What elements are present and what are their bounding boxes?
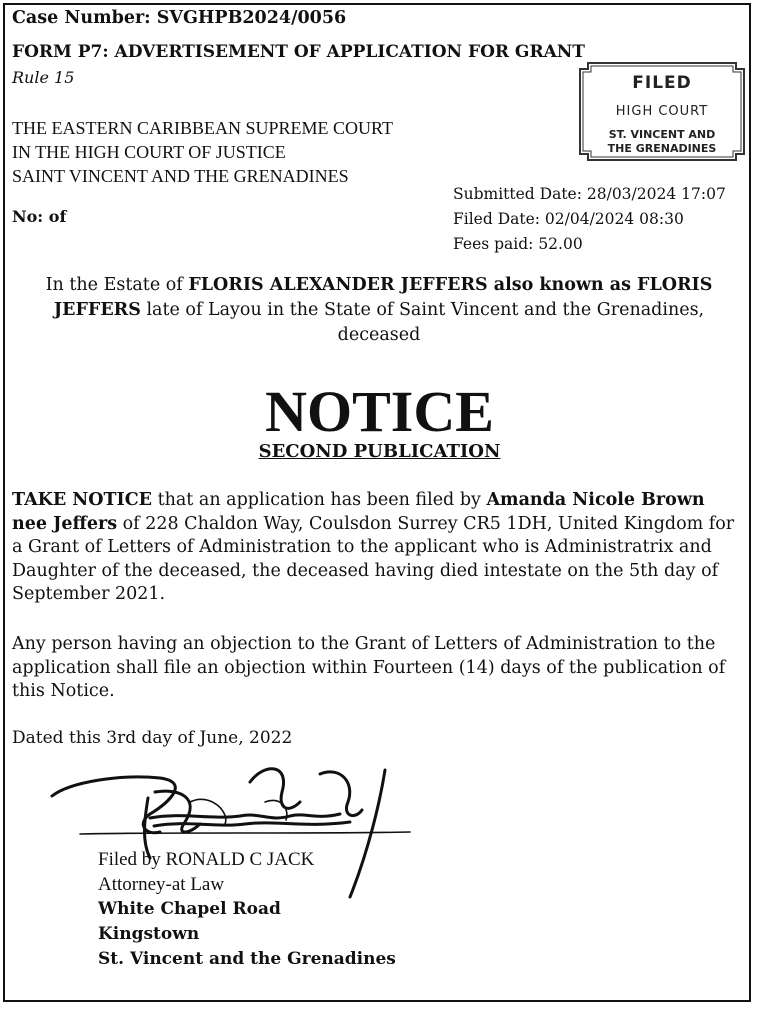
- form-title: FORM P7: ADVERTISEMENT OF APPLICATION FOR GRANT: [12, 42, 585, 62]
- estate-suffix: late of Layou in the State of Saint Vincent and the Grenadines, deceased: [140, 300, 705, 345]
- stamp-location-1: ST. VINCENT AND: [608, 128, 716, 141]
- p1-mid: that an application has been filed by: [152, 490, 487, 510]
- submitted-date: Submitted Date: 28/03/2024 17:07: [453, 185, 726, 203]
- court-line-2: IN THE HIGH COURT OF JUSTICE: [12, 142, 286, 162]
- address-line-2: Kingstown: [98, 924, 200, 944]
- notice-paragraph-1: [12, 489, 742, 607]
- address-line-3: St. Vincent and the Grenadines: [98, 949, 396, 969]
- notice-title: NOTICE: [265, 379, 494, 444]
- stamp-location-2: THE GRENADINES: [607, 142, 717, 155]
- fees-paid: Fees paid: 52.00: [453, 235, 583, 253]
- estate-statement: [12, 273, 746, 348]
- attorney-block: [98, 847, 396, 972]
- filed-stamp: [578, 61, 746, 162]
- applicant-name: Amanda Nicole Brown nee Jeffers: [12, 490, 705, 534]
- court-line-3: SAINT VINCENT AND THE GRENADINES: [12, 166, 349, 186]
- dated-line: Dated this 3rd day of June, 2022: [12, 728, 293, 748]
- deceased-name: FLORIS ALEXANDER JEFFERS also known as FLORIS JEFFERS: [53, 275, 713, 320]
- estate-prefix: In the Estate of: [45, 275, 189, 295]
- address-line-1: White Chapel Road: [98, 899, 281, 919]
- case-no-line: No: of: [12, 207, 67, 226]
- stamp-filed: FILED: [632, 73, 692, 93]
- filing-info: [453, 182, 726, 257]
- court-heading: [12, 116, 393, 188]
- rule-reference: Rule 15: [12, 68, 75, 87]
- filed-by: Filed by RONALD C JACK: [98, 849, 315, 870]
- notice-subtitle: SECOND PUBLICATION: [258, 441, 501, 462]
- notice-paragraph-2: Any person having an objection to the Grant of Letters of Administration to the application shall file an objection within Fourteen (14) days of the publication of this Notice.: [12, 634, 726, 701]
- take-notice-lead: TAKE NOTICE: [12, 490, 152, 510]
- case-number: Case Number: SVGHPB2024/0056: [12, 8, 347, 28]
- court-line-1: THE EASTERN CARIBBEAN SUPREME COURT: [12, 118, 393, 138]
- attorney-title: Attorney-at Law: [98, 874, 225, 895]
- p1-rest: of 228 Chaldon Way, Coulsdon Surrey CR5 1DH, United Kingdom for a Grant of Letters of Administration to the applicant who is Administratrix and Daughter of the deceased, the deceased having died intestate on the 5th day of September 2021.: [12, 513, 735, 604]
- stamp-court: HIGH COURT: [615, 104, 709, 119]
- filed-date: Filed Date: 02/04/2024 08:30: [453, 210, 684, 228]
